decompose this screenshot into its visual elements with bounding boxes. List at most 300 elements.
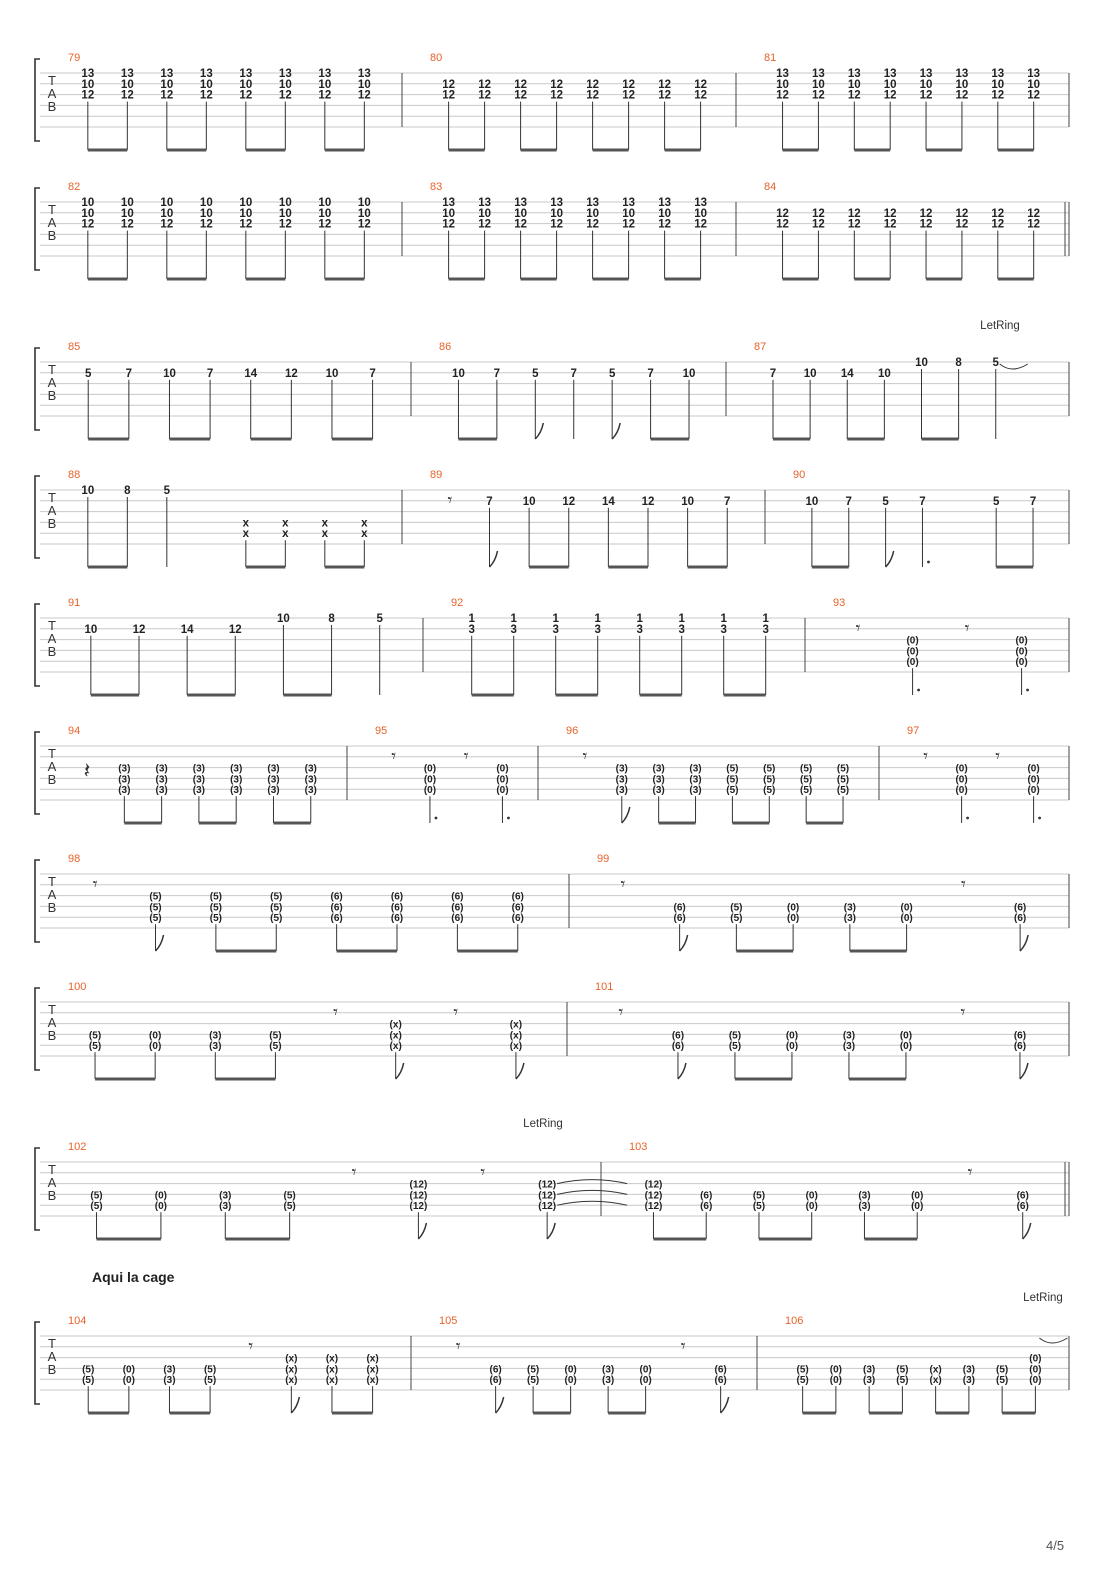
fret-number: (3) bbox=[689, 774, 702, 786]
fret-number: (5) bbox=[209, 913, 222, 925]
fret-number: 10 bbox=[325, 367, 339, 380]
fret-number: 7 bbox=[724, 495, 731, 508]
fret-number: (3) bbox=[615, 785, 628, 797]
fret-number: (0) bbox=[1029, 1353, 1042, 1365]
measure-number: 81 bbox=[764, 52, 777, 64]
measure-number: 101 bbox=[595, 981, 614, 993]
fret-number: 7 bbox=[919, 495, 926, 508]
fret-number: 10 bbox=[120, 197, 134, 209]
fret-number: (x) bbox=[285, 1353, 298, 1365]
measure-number: 97 bbox=[907, 725, 920, 737]
fret-number: 10 bbox=[160, 78, 174, 91]
dot bbox=[1026, 689, 1029, 692]
fret-number: (6) bbox=[451, 902, 464, 914]
fret-number: (0) bbox=[496, 774, 509, 786]
fret-number: 13 bbox=[1027, 68, 1041, 80]
note-flag bbox=[886, 551, 894, 567]
let-ring-label: LetRing bbox=[980, 320, 1020, 332]
fret-number: 12 bbox=[812, 89, 825, 102]
fret-number: (x) bbox=[929, 1375, 942, 1387]
fret-number: 10 bbox=[120, 78, 134, 91]
fret-number: (5) bbox=[996, 1364, 1009, 1376]
system-bracket bbox=[35, 1322, 40, 1404]
eighth-rest: 𝄾 bbox=[92, 874, 98, 894]
fret-number: (0) bbox=[1029, 1375, 1042, 1387]
fret-number: (3) bbox=[962, 1375, 976, 1387]
fret-number: (12) bbox=[409, 1201, 428, 1213]
fret-number: 10 bbox=[915, 357, 928, 369]
fret-number: (3) bbox=[615, 774, 628, 786]
fret-number: (3) bbox=[689, 785, 702, 797]
fret-number: (5) bbox=[752, 1190, 766, 1202]
measure-number: 91 bbox=[68, 597, 81, 609]
fret-number: 10 bbox=[550, 207, 563, 220]
measure-number: 82 bbox=[68, 181, 81, 193]
fret-number: (3) bbox=[267, 774, 280, 786]
fret-number: 12 bbox=[883, 89, 897, 102]
fret-number: (3) bbox=[267, 785, 280, 797]
system-bracket bbox=[35, 988, 40, 1070]
fret-number: (6) bbox=[1013, 902, 1027, 914]
tab-clef-letter: A bbox=[47, 215, 57, 230]
fret-number: (6) bbox=[1013, 1030, 1027, 1042]
fret-number: 10 bbox=[239, 78, 253, 91]
fret-number: (3) bbox=[863, 1364, 876, 1376]
fret-number: 3 bbox=[636, 623, 643, 636]
fret-number: 12 bbox=[550, 78, 563, 91]
fret-number: x bbox=[282, 517, 289, 530]
fret-number: (6) bbox=[671, 1041, 685, 1053]
fret-number: (6) bbox=[700, 1201, 713, 1213]
section-label: Aqui la cage bbox=[92, 1269, 175, 1285]
fret-number: (6) bbox=[390, 891, 404, 903]
fret-number: x bbox=[282, 528, 289, 541]
fret-number: 10 bbox=[514, 207, 527, 220]
fret-number: 12 bbox=[478, 78, 491, 91]
fret-number: (0) bbox=[911, 1201, 924, 1213]
measure-number: 87 bbox=[754, 341, 767, 353]
fret-number: (3) bbox=[304, 774, 317, 786]
fret-number: (3) bbox=[230, 774, 243, 786]
fret-number: (6) bbox=[671, 1030, 685, 1042]
fret-number: (5) bbox=[209, 902, 222, 914]
tab-clef-letter: A bbox=[47, 1015, 57, 1030]
dot bbox=[917, 689, 920, 692]
fret-number: (3) bbox=[304, 763, 317, 775]
fret-number: (5) bbox=[149, 891, 162, 903]
fret-number: 12 bbox=[278, 218, 292, 231]
tab-clef-letter: A bbox=[47, 631, 57, 646]
fret-number: 12 bbox=[357, 218, 371, 231]
fret-number: (5) bbox=[209, 891, 222, 903]
fret-number: (6) bbox=[390, 913, 404, 925]
fret-number: (3) bbox=[118, 785, 131, 797]
fret-number: (3) bbox=[615, 763, 628, 775]
eighth-rest: 𝄾 bbox=[995, 746, 1000, 766]
fret-number: (3) bbox=[155, 763, 168, 775]
measure-number: 89 bbox=[430, 469, 443, 481]
fret-number: (6) bbox=[1013, 913, 1027, 925]
fret-number: 13 bbox=[318, 68, 332, 80]
fret-number: (12) bbox=[644, 1201, 663, 1213]
fret-number: (0) bbox=[149, 1041, 162, 1053]
eighth-rest: 𝄾 bbox=[391, 746, 397, 766]
fret-number: (0) bbox=[955, 785, 968, 797]
fret-number: (0) bbox=[423, 774, 437, 786]
fret-number: (0) bbox=[829, 1364, 843, 1376]
fret-number: (5) bbox=[270, 891, 283, 903]
tab-clef-letter: T bbox=[48, 202, 56, 217]
eighth-rest: 𝄾 bbox=[351, 1162, 357, 1182]
fret-number: (x) bbox=[285, 1364, 298, 1376]
tab-system bbox=[35, 348, 1069, 439]
fret-number: 1 bbox=[594, 613, 601, 625]
let-ring-label: LetRing bbox=[523, 1118, 563, 1130]
tab-clef-letter: B bbox=[47, 644, 57, 659]
fret-number: (3) bbox=[192, 774, 206, 786]
fret-number: 12 bbox=[991, 207, 1005, 220]
fret-number: 13 bbox=[239, 68, 253, 80]
fret-number: 12 bbox=[442, 89, 455, 102]
eighth-rest: 𝄾 bbox=[453, 1002, 459, 1022]
fret-number: (3) bbox=[858, 1190, 871, 1202]
fret-number: (3) bbox=[962, 1364, 976, 1376]
fret-number: 12 bbox=[442, 218, 455, 231]
fret-number: 13 bbox=[991, 68, 1005, 80]
fret-number: x bbox=[242, 528, 250, 541]
fret-number: 12 bbox=[239, 89, 253, 102]
fret-number: 7 bbox=[845, 495, 852, 508]
fret-number: 12 bbox=[550, 218, 563, 231]
fret-number: 12 bbox=[991, 218, 1005, 231]
dot bbox=[507, 817, 510, 820]
fret-number: (0) bbox=[154, 1201, 168, 1213]
fret-number: (5) bbox=[836, 785, 850, 797]
fret-number: 8 bbox=[955, 357, 962, 369]
fret-number: 10 bbox=[278, 78, 292, 91]
fret-number: 13 bbox=[586, 197, 599, 209]
fret-number: (0) bbox=[154, 1190, 168, 1202]
fret-number: (x) bbox=[389, 1019, 402, 1031]
tab-system bbox=[35, 59, 1069, 150]
fret-number: 12 bbox=[586, 89, 599, 102]
fret-number: 10 bbox=[318, 207, 332, 220]
fret-number: (12) bbox=[644, 1190, 663, 1202]
fret-number: (3) bbox=[652, 774, 665, 786]
fret-number: 3 bbox=[762, 623, 769, 636]
fret-number: 5 bbox=[992, 357, 999, 369]
fret-number: 10 bbox=[163, 367, 176, 380]
measure-number: 105 bbox=[439, 1315, 458, 1327]
fret-number: (0) bbox=[906, 646, 919, 658]
fret-number: 10 bbox=[81, 78, 95, 91]
measure-number: 96 bbox=[566, 725, 579, 737]
fret-number: (6) bbox=[451, 913, 464, 925]
fret-number: 10 bbox=[239, 207, 253, 220]
fret-number: (5) bbox=[763, 774, 776, 786]
tab-clef-letter: T bbox=[48, 490, 56, 505]
fret-number: 13 bbox=[160, 68, 174, 80]
measure-number: 93 bbox=[833, 597, 846, 609]
fret-number: (0) bbox=[496, 763, 509, 775]
fret-number: 13 bbox=[955, 68, 969, 80]
fret-number: (x) bbox=[509, 1041, 523, 1053]
tab-system bbox=[35, 988, 1069, 1079]
fret-number: 10 bbox=[805, 495, 819, 508]
fret-number: 12 bbox=[1027, 207, 1041, 220]
fret-number: (3) bbox=[230, 763, 243, 775]
fret-number: 3 bbox=[552, 623, 559, 636]
fret-number: 8 bbox=[124, 485, 131, 497]
fret-number: (5) bbox=[796, 1364, 809, 1376]
fret-number: x bbox=[361, 528, 368, 541]
measure-number: 100 bbox=[68, 981, 87, 993]
fret-number: 13 bbox=[919, 68, 933, 80]
fret-number: (x) bbox=[509, 1019, 523, 1031]
fret-number: 13 bbox=[883, 68, 897, 80]
fret-number: (0) bbox=[639, 1375, 652, 1387]
fret-number: (6) bbox=[511, 902, 524, 914]
fret-number: (0) bbox=[805, 1190, 818, 1202]
quarter-rest: 𝄽 bbox=[83, 758, 91, 783]
tab-system bbox=[35, 860, 1069, 951]
note-flag bbox=[535, 423, 543, 439]
fret-number: (x) bbox=[389, 1041, 402, 1053]
tab-clef-letter: A bbox=[47, 1349, 57, 1364]
fret-number: 12 bbox=[514, 218, 527, 231]
fret-number: 8 bbox=[328, 613, 335, 625]
fret-number: (6) bbox=[390, 902, 404, 914]
fret-number: 5 bbox=[376, 613, 383, 625]
fret-number: (5) bbox=[836, 774, 850, 786]
tab-clef-letter: A bbox=[47, 503, 57, 518]
fret-number: 10 bbox=[522, 495, 536, 508]
fret-number: (3) bbox=[155, 785, 168, 797]
fret-number: 12 bbox=[514, 89, 527, 102]
let-ring-label: LetRing bbox=[1023, 1292, 1063, 1304]
eighth-rest: 𝄾 bbox=[620, 874, 626, 894]
fret-number: (6) bbox=[511, 891, 524, 903]
fret-number: 14 bbox=[840, 367, 854, 380]
fret-number: 10 bbox=[1027, 78, 1041, 91]
fret-number: (x) bbox=[325, 1375, 339, 1387]
fret-number: 10 bbox=[278, 197, 292, 209]
fret-number: 10 bbox=[847, 78, 861, 91]
fret-number: (0) bbox=[122, 1364, 135, 1376]
fret-number: (5) bbox=[270, 913, 283, 925]
fret-number: x bbox=[242, 517, 250, 530]
fret-number: 12 bbox=[239, 218, 253, 231]
fret-number: (0) bbox=[496, 785, 509, 797]
measure-number: 104 bbox=[68, 1315, 87, 1327]
fret-number: (0) bbox=[785, 1041, 799, 1053]
fret-number: (6) bbox=[673, 902, 686, 914]
fret-number: (5) bbox=[728, 1041, 742, 1053]
fret-number: (0) bbox=[785, 1030, 799, 1042]
fret-number: 10 bbox=[357, 78, 371, 91]
note-flag bbox=[622, 807, 630, 823]
fret-number: 12 bbox=[160, 218, 174, 231]
fret-number: 12 bbox=[278, 89, 292, 102]
fret-number: 12 bbox=[622, 218, 635, 231]
tab-clef-letter: B bbox=[47, 1362, 57, 1377]
tab-system bbox=[35, 1322, 1069, 1413]
fret-number: (3) bbox=[118, 774, 131, 786]
fret-number: (6) bbox=[1016, 1190, 1029, 1202]
fret-number: 10 bbox=[694, 207, 707, 220]
fret-number: (5) bbox=[763, 763, 776, 775]
fret-number: 12 bbox=[955, 89, 969, 102]
eighth-rest: 𝄾 bbox=[582, 746, 588, 766]
fret-number: x bbox=[321, 517, 329, 530]
dot bbox=[1038, 817, 1041, 820]
fret-number: (3) bbox=[304, 785, 317, 797]
fret-number: (5) bbox=[270, 902, 283, 914]
fret-number: 10 bbox=[81, 485, 95, 497]
fret-number: 13 bbox=[622, 197, 635, 209]
tab-clef-letter: T bbox=[48, 362, 56, 377]
fret-number: 10 bbox=[120, 207, 134, 220]
fret-number: (0) bbox=[900, 902, 913, 914]
fret-number: x bbox=[361, 517, 368, 530]
fret-number: 5 bbox=[992, 495, 1000, 508]
tab-clef-letter: B bbox=[47, 900, 57, 915]
fret-number: 10 bbox=[81, 207, 95, 220]
fret-number: (5) bbox=[203, 1364, 217, 1376]
dot bbox=[927, 561, 930, 564]
fret-number: (0) bbox=[900, 913, 913, 925]
fret-number: 13 bbox=[694, 197, 707, 209]
fret-number: (0) bbox=[1015, 657, 1028, 669]
fret-number: (6) bbox=[489, 1364, 502, 1376]
fret-number: (6) bbox=[1016, 1201, 1029, 1213]
fret-number: 12 bbox=[1027, 89, 1041, 102]
fret-number: (0) bbox=[564, 1364, 577, 1376]
fret-number: 13 bbox=[442, 197, 455, 209]
fret-number: 12 bbox=[622, 89, 635, 102]
fret-number: 13 bbox=[812, 68, 825, 80]
note-flag bbox=[612, 423, 620, 439]
fret-number: (6) bbox=[714, 1364, 727, 1376]
fret-number: (5) bbox=[149, 902, 162, 914]
fret-number: 12 bbox=[847, 207, 861, 220]
fret-number: 10 bbox=[919, 78, 933, 91]
fret-number: (12) bbox=[538, 1179, 557, 1191]
fret-number: 10 bbox=[681, 495, 695, 508]
fret-number: (0) bbox=[149, 1030, 162, 1042]
fret-number: (3) bbox=[843, 913, 856, 925]
fret-number: 12 bbox=[1027, 218, 1041, 231]
fret-number: (5) bbox=[88, 1041, 102, 1053]
tie-curve bbox=[557, 1180, 627, 1184]
tab-clef-letter: B bbox=[47, 388, 57, 403]
fret-number: 1 bbox=[720, 613, 727, 625]
fret-number: (6) bbox=[511, 913, 524, 925]
fret-number: 12 bbox=[622, 78, 635, 91]
fret-number: 7 bbox=[1029, 495, 1037, 508]
fret-number: 12 bbox=[284, 367, 298, 380]
tab-clef-letter: B bbox=[47, 772, 57, 787]
fret-number: 1 bbox=[636, 613, 643, 625]
fret-number: (12) bbox=[409, 1179, 428, 1191]
measure-number: 79 bbox=[68, 52, 81, 64]
fret-number: 3 bbox=[468, 623, 475, 636]
system-bracket bbox=[35, 59, 40, 141]
system-bracket bbox=[35, 732, 40, 814]
fret-number: 10 bbox=[877, 367, 891, 380]
fret-number: (x) bbox=[285, 1375, 298, 1387]
note-flag bbox=[496, 1397, 504, 1413]
fret-number: (5) bbox=[726, 763, 739, 775]
fret-number: 13 bbox=[776, 68, 789, 80]
fret-number: 12 bbox=[199, 218, 213, 231]
tab-clef-letter: B bbox=[47, 1028, 57, 1043]
fret-number: (0) bbox=[1015, 646, 1028, 658]
let-ring-tie bbox=[1039, 1338, 1067, 1343]
fret-number: (5) bbox=[203, 1375, 217, 1387]
fret-number: 12 bbox=[694, 218, 707, 231]
fret-number: 10 bbox=[442, 207, 455, 220]
measure-number: 83 bbox=[430, 181, 443, 193]
fret-number: 12 bbox=[586, 78, 599, 91]
fret-number: 12 bbox=[357, 89, 371, 102]
fret-number: (12) bbox=[644, 1179, 663, 1191]
system-bracket bbox=[35, 860, 40, 942]
fret-number: 12 bbox=[442, 78, 455, 91]
fret-number: 5 bbox=[882, 495, 889, 508]
fret-number: (6) bbox=[330, 891, 343, 903]
fret-number: 10 bbox=[84, 623, 98, 636]
fret-number: (3) bbox=[230, 785, 243, 797]
fret-number: (3) bbox=[652, 763, 665, 775]
fret-number: (0) bbox=[1015, 635, 1028, 647]
fret-number: (3) bbox=[163, 1375, 176, 1387]
fret-number: 13 bbox=[199, 68, 213, 80]
fret-number: (x) bbox=[366, 1353, 379, 1365]
fret-number: 10 bbox=[239, 197, 253, 209]
fret-number: 12 bbox=[919, 207, 933, 220]
fret-number: 12 bbox=[658, 218, 671, 231]
fret-number: 10 bbox=[452, 367, 465, 380]
note-flag bbox=[396, 1063, 404, 1079]
tab-clef-letter: A bbox=[47, 86, 57, 101]
fret-number: (5) bbox=[796, 1375, 809, 1387]
fret-number: 13 bbox=[278, 68, 292, 80]
fret-number: 12 bbox=[81, 89, 95, 102]
page-number: 4/5 bbox=[1046, 1538, 1065, 1553]
fret-number: 12 bbox=[955, 218, 969, 231]
note-flag bbox=[291, 1397, 299, 1413]
fret-number: 12 bbox=[514, 78, 527, 91]
system-bracket bbox=[35, 188, 40, 270]
fret-number: (0) bbox=[899, 1030, 913, 1042]
fret-number: (5) bbox=[90, 1201, 103, 1213]
system-bracket bbox=[35, 348, 40, 430]
measure-number: 85 bbox=[68, 341, 81, 353]
fret-number: 5 bbox=[532, 367, 539, 380]
fret-number: 12 bbox=[776, 207, 789, 220]
note-flag bbox=[547, 1223, 555, 1239]
fret-number: (3) bbox=[209, 1041, 222, 1053]
tie-curve bbox=[557, 1201, 627, 1205]
eighth-rest: 𝄾 bbox=[455, 1336, 461, 1356]
fret-number: 12 bbox=[658, 78, 671, 91]
fret-number: 7 bbox=[647, 367, 654, 380]
fret-number: 7 bbox=[206, 367, 214, 380]
fret-number: 10 bbox=[199, 197, 213, 209]
fret-number: (x) bbox=[509, 1030, 523, 1042]
fret-number: (x) bbox=[325, 1364, 339, 1376]
